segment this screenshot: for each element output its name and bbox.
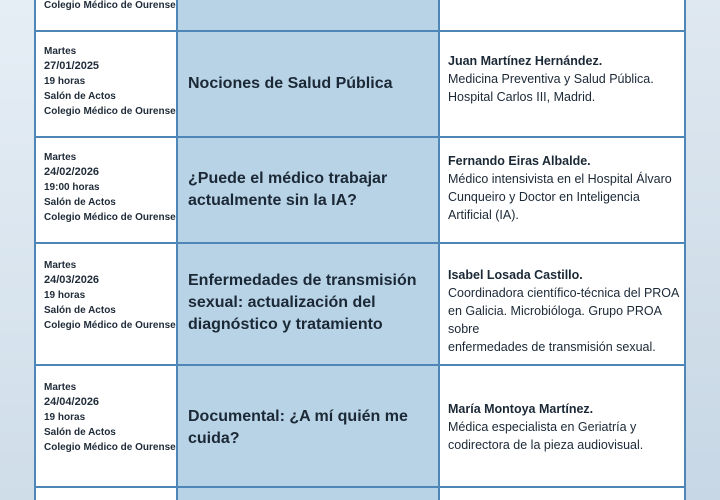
speaker-info — [448, 400, 680, 454]
session-day: Martes — [44, 46, 77, 57]
table-row — [36, 32, 684, 138]
session-location-line-2: Colegio Médico de Ourense — [44, 0, 176, 11]
session-time: 19:00 horas — [44, 182, 100, 193]
background-left — [0, 0, 36, 500]
table-row — [36, 138, 684, 244]
speaker-name: Juan Martínez Hernández. — [448, 54, 603, 68]
speaker-name: Isabel Losada Castillo. — [448, 268, 583, 282]
table-row — [36, 244, 684, 366]
session-location-line-2: Colegio Médico de Ourense — [44, 212, 176, 223]
session-location-line-2: Colegio Médico de Ourense — [44, 320, 176, 331]
session-title: Nociones de Salud Pública — [188, 75, 393, 92]
background-right — [684, 0, 720, 500]
session-location-line-1: Salón de Actos — [44, 305, 116, 316]
session-time: 19 horas — [44, 412, 86, 423]
session-day: Martes — [44, 382, 77, 393]
session-info — [44, 258, 174, 333]
session-title: Documental: ¿A mí quién me cuida? — [188, 408, 408, 447]
speaker-name: María Montoya Martínez. — [448, 402, 594, 416]
session-date: 24/04/2026 — [44, 396, 100, 408]
session-time: 19 horas — [44, 76, 86, 87]
session-title: ¿Puede el médico trabajar actualmente sin la IA? — [188, 170, 388, 209]
speaker-info — [448, 266, 680, 356]
session-location-line-1: Salón de Actos — [44, 91, 116, 102]
session-title: Enfermedades de transmisión sexual: actualización del diagnóstico y tratamiento — [188, 272, 417, 333]
speaker-bio: Médica especialista en Geriatría y codirectora de la pieza audiovisual. — [448, 420, 644, 452]
table-row — [36, 366, 684, 488]
speaker-bio: Medicina Preventiva y Salud Pública. Hospital Carlos III, Madrid. — [448, 72, 654, 104]
session-info — [44, 150, 174, 225]
table-row-partial — [36, 488, 684, 500]
speaker-name: Fernando Eiras Albalde. — [448, 154, 591, 168]
session-info — [44, 44, 174, 119]
session-location-line-1: Salón de Actos — [44, 427, 116, 438]
speaker-bio: Coordinadora científico-técnica del PROA en Galicia. Microbióloga. Grupo PROA sobre enfermedades de transmisión sexual. — [448, 286, 680, 354]
schedule-table — [34, 0, 686, 500]
session-date: 27/01/2025 — [44, 60, 100, 72]
session-location-line-2: Colegio Médico de Ourense — [44, 106, 176, 117]
session-time: 19 horas — [44, 290, 86, 301]
speaker-info — [448, 52, 680, 106]
session-day: Martes — [44, 152, 77, 163]
speaker-bio: Médico intensivista en el Hospital Álvaro Cunqueiro y Doctor en Inteligencia Artificial (IA). — [448, 172, 672, 222]
session-date: 24/03/2026 — [44, 274, 100, 286]
table-row-partial — [36, 0, 684, 32]
session-location-line-2: Colegio Médico de Ourense — [44, 442, 176, 453]
session-location-line-1: Salón de Actos — [44, 197, 116, 208]
speaker-info — [448, 152, 680, 224]
session-info — [44, 380, 174, 455]
session-day: Martes — [44, 260, 77, 271]
session-date: 24/02/2026 — [44, 166, 100, 178]
